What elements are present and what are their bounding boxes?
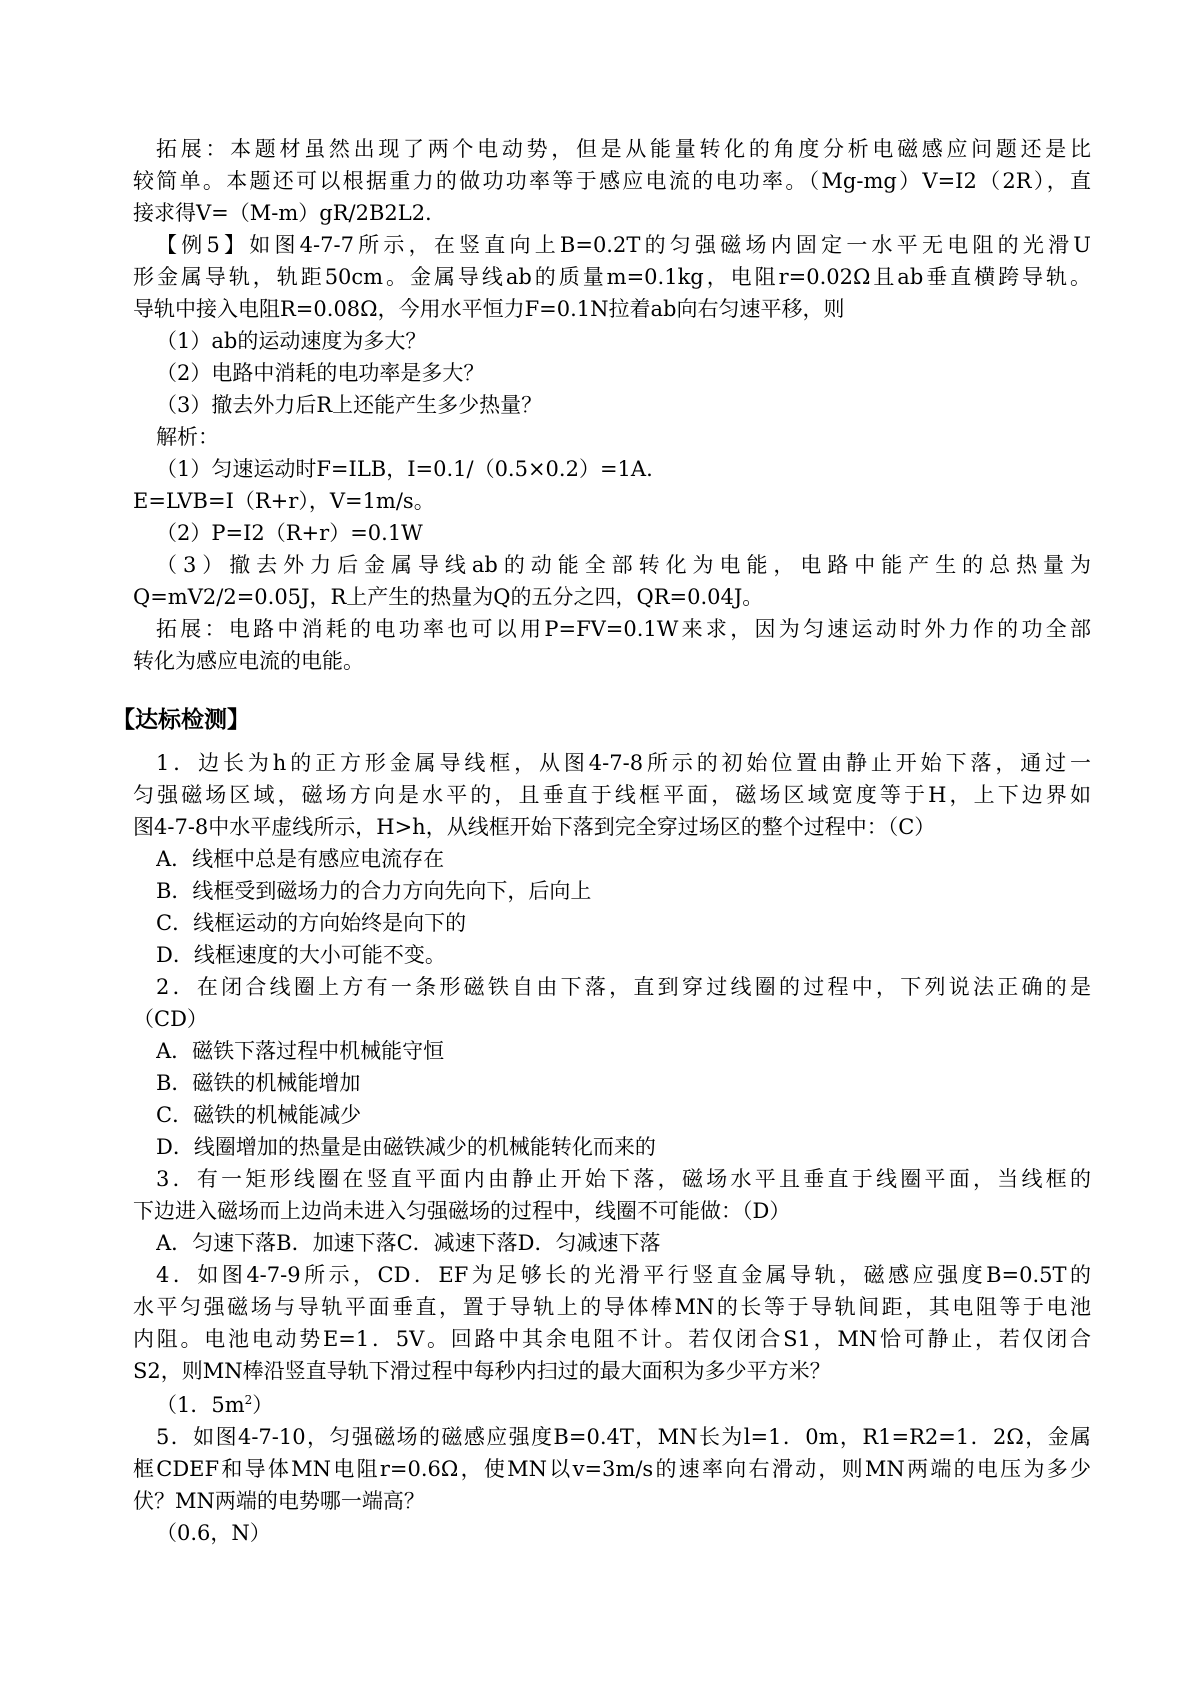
analysis-answer: Q=mV2/2=0.05J，R上产生的热量为Q的五分之四，QR=0.04J。 [133,585,764,609]
question-5-stem: 框CDEF和导体MN电阻r=0.6Ω，使MN以v=3m/s的速率向右滑动，则MN两端的电压为多少 [133,1457,1091,1481]
question-1-stem: 图4-7-8中水平虚线所示，H>h，从线框开始下落到完全穿过场区的整个过程中：（C） [133,815,936,839]
analysis-answer: （2）P=I2（R+r）=0.1W [156,521,423,545]
example5-question: （3）撤去外力后R上还能产生多少热量？ [156,393,543,417]
question-1-option: A．线框中总是有感应电流存在 [156,847,445,871]
question-1-stem: 匀强磁场区域，磁场方向是水平的，且垂直于线框平面，磁场区域宽度等于H，上下边界如 [133,783,1091,807]
question-4-answer [156,1390,1091,1422]
analysis-answer: （3）撤去外力后金属导线ab的动能全部转化为电能，电路中能产生的总热量为 [156,553,1091,577]
extension-paragraph-line: 拓展：电路中消耗的电功率也可以用P=FV=0.1W来求，因为匀速运动时外力作的功全部 [156,617,1091,641]
example5-paragraph-line: 【例5】如图4-7-7所示，在竖直向上B=0.2T的匀强磁场内固定一水平无电阻的光滑U [156,233,1091,257]
question-5-stem: 伏？MN两端的电势哪一端高？ [133,1489,425,1513]
question-2-option: B．磁铁的机械能增加 [156,1071,361,1095]
question-3-stem: 下边进入磁场而上边尚未进入匀强磁场的过程中，线圈不可能做：（D） [133,1199,791,1223]
answer-close: ） [252,1393,274,1417]
question-4-stem: 4．如图4-7-9所示，CD．EF为足够长的光滑平行竖直金属导轨，磁感应强度B=0.5T的 [156,1263,1091,1287]
question-2-option: C．磁铁的机械能减少 [156,1103,362,1127]
analysis-label: 解析： [156,425,219,449]
analysis-answer: （1）匀速运动时F=ILB，I=0.1/（0.5×0.2）=1A. [156,457,653,481]
question-4-stem: 内阻。电池电动势E=1．5V。回路中其余电阻不计。若仅闭合S1，MN恰可静止，若仅闭合 [133,1327,1091,1351]
question-1-option: C．线框运动的方向始终是向下的 [156,911,467,935]
analysis-answer: E=LVB=I（R+r），V=1m/s。 [133,489,435,513]
question-1-option: D．线框速度的大小可能不变。 [156,943,446,967]
extension-paragraph-line: 较简单。本题还可以根据重力的做功功率等于感应电流的电功率。（Mg-mg）V=I2（2R），直 [133,169,1091,193]
question-4-stem: S2，则MN棒沿竖直导轨下滑过程中每秒内扫过的最大面积为多少平方米？ [133,1359,831,1383]
example5-question: （2）电路中消耗的电功率是多大？ [156,361,485,385]
question-1-option: B．线框受到磁场力的合力方向先向下，后向上 [156,879,592,903]
extension-paragraph-line: 接求得V=（M-m）gR/2B2L2. [133,201,432,225]
example5-question: （1）ab的运动速度为多大？ [156,329,427,353]
question-5-stem: 5．如图4-7-10，匀强磁场的磁感应强度B=0.4T，MN长为l=1．0m，R1=R2=1．2Ω，金属 [156,1425,1091,1449]
question-3-stem: 3．有一矩形线圈在竖直平面内由静止开始下落，磁场水平且垂直于线圈平面，当线框的 [156,1167,1091,1191]
question-4-stem: 水平匀强磁场与导轨平面垂直，置于导轨上的导体棒MN的长等于导轨间距，其电阻等于电池 [133,1295,1091,1319]
example5-paragraph-line: 导轨中接入电阻R=0.08Ω，今用水平恒力F=0.1N拉着ab向右匀速平移，则 [133,297,845,321]
example5-paragraph-line: 形金属导轨，轨距50cm。金属导线ab的质量m=0.1kg，电阻r=0.02Ω且ab垂直横跨导轨。 [133,265,1091,289]
answer-text: （1．5m [156,1393,245,1417]
question-2-stem: （CD） [133,1007,208,1031]
extension-paragraph-line: 转化为感应电流的电能。 [133,649,364,673]
question-2-option: A．磁铁下落过程中机械能守恒 [156,1039,445,1063]
question-2-stem: 2．在闭合线圈上方有一条形磁铁自由下落，直到穿过线圈的过程中，下列说法正确的是 [156,975,1091,999]
extension-paragraph-line: 拓展：本题材虽然出现了两个电动势，但是从能量转化的角度分析电磁感应问题还是比 [156,137,1091,161]
superscript-exponent: 2 [244,1393,253,1407]
question-1-stem: 1．边长为h的正方形金属导线框，从图4-7-8所示的初始位置由静止开始下落，通过一 [156,751,1091,775]
question-3-options: A．匀速下落B．加速下落C．减速下落D．匀减速下落 [156,1231,661,1255]
question-2-option: D．线圈增加的热量是由磁铁减少的机械能转化而来的 [156,1135,656,1159]
section-heading: 【达标检测】 [112,707,250,733]
question-5-answer: （0.6，N） [156,1521,271,1545]
